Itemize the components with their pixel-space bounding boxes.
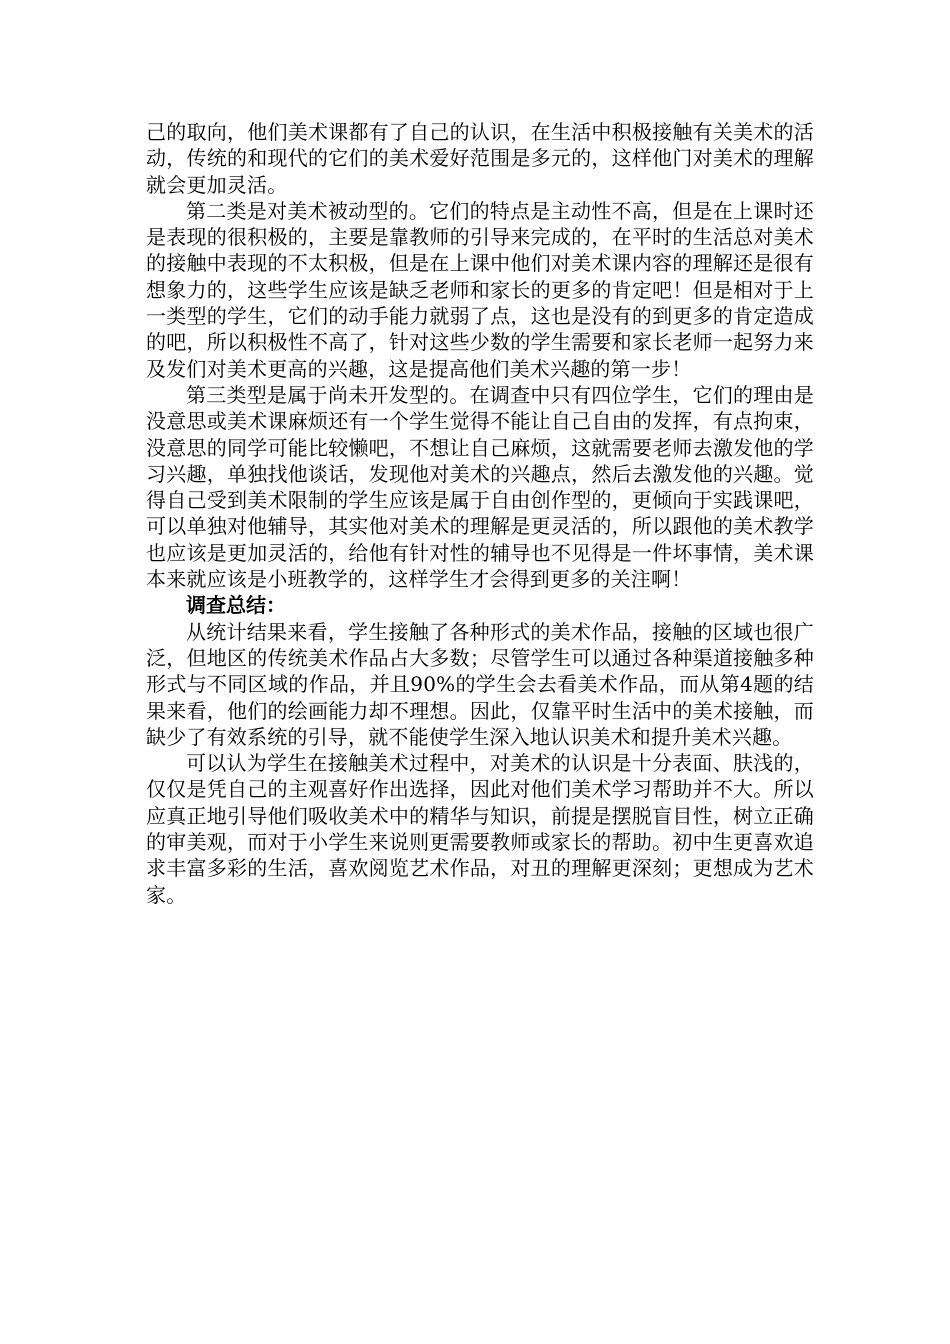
paragraph-continuation: 己的取向，他们美术课都有了自己的认识，在生活中积极接触有关美术的活动，传统的和现代的它们的美术爱好范围是多元的，这样他门对美术的理解就会更加灵活。 (146, 120, 814, 197)
paragraph-passive-type: 第二类是对美术被动型的。它们的特点是主动性不高，但是在上课时还是表现的很积极的，主要是靠教师的引导来完成的，在平时的生活总对美术的接触中表现的不太积极，但是在上课中他们对美术课内容的理解还是很有想象力的，这些学生应该是缺乏老师和家长的更多的肯定吧！但是相对于上一类型的学生，它们的动手能力就弱了点，这也是没有的到更多的肯定造成的吧，所以积极性不高了，针对这些少数的学生需要和家长老师一起努力来及发们对美术更高的兴趣，这是提高他们美术兴趣的第一步！ (146, 198, 814, 381)
paragraph-undeveloped-type: 第三类型是属于尚未开发型的。在调查中只有四位学生，它们的理由是没意思或美术课麻烦还有一个学生觉得不能让自己自由的发挥，有点拘束，没意思的同学可能比较懒吧，不想让自己麻烦，这就需要老师去激发他的学习兴趣，单独找他谈话，发现他对美术的兴趣点，然后去激发他的兴趣。觉得自己受到美术限制的学生应该是属于自由创作型的，更倾向于实践课吧，可以单独对他辅导，其实他对美术的理解是更灵活的，所以跟他的美术教学也应该是更加灵活的，给他有针对性的辅导也不见得是一件坏事情，美术课本来就应该是小班教学的，这样学生才会得到更多的关注啊！ (146, 382, 814, 592)
summary-paragraph-statistics: 从统计结果来看，学生接触了各种形式的美术作品，接触的区域也很广泛，但地区的传统美术作品占大多数；尽管学生可以通过各种渠道接触多种形式与不同区域的作品，并且90%的学生会去看美术作品，而从第4题的结果来看，他们的绘画能力却不理想。因此，仅靠平时生活中的美术接触，而缺少了有效系统的引导，就不能使学生深入地认识美术和提升美术兴趣。 (146, 619, 814, 749)
summary-heading: 调查总结： (186, 593, 286, 618)
summary-paragraph-conclusion: 可以认为学生在接触美术过程中，对美术的认识是十分表面、肤浅的，仅仅是凭自己的主观喜好作出选择，因此对他们美术学习帮助并不大。所以应真正地引导他们吸收美术中的精华与知识，前提是摆脱盲目性，树立正确的审美观，而对于小学生来说则更需要教师或家长的帮助。初中生更喜欢追求丰富多彩的生活，喜欢阅览艺术作品，对丑的理解更深刻；更想成为艺术家。 (146, 751, 814, 907)
document-page (146, 119, 814, 908)
